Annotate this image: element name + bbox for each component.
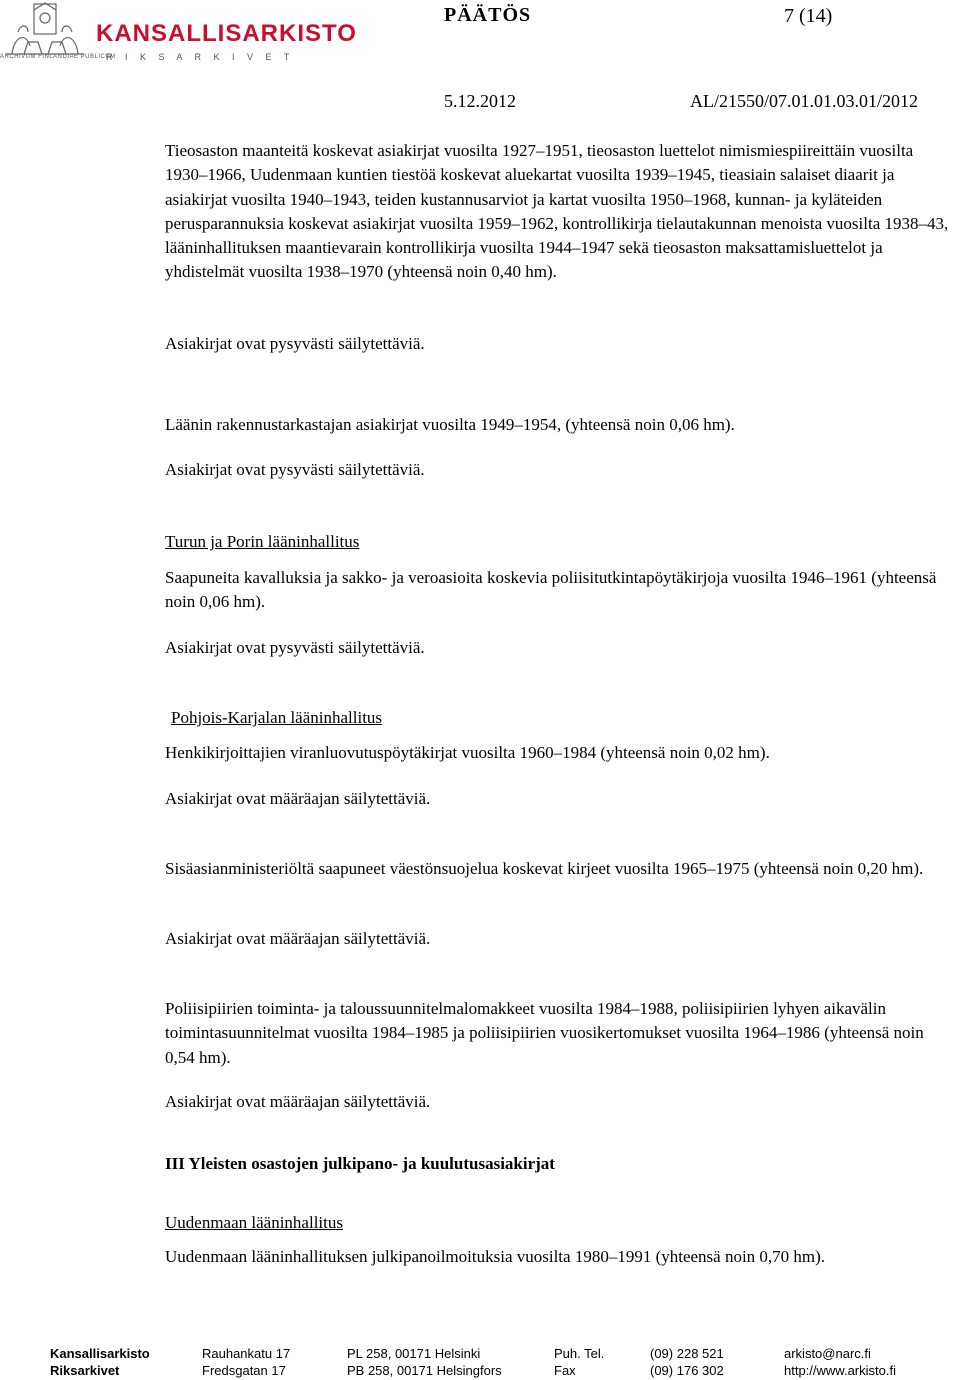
footer-street: Fredsgatan 17: [202, 1363, 286, 1378]
paragraph-uusimaa-notices: Uudenmaan lääninhallituksen julkipanoilmoituksia vuosilta 1980–1991 (yhteensä noin 0,70 hm).: [165, 1247, 826, 1266]
paragraph-civil-defence: Sisäasianministeriöltä saapuneet väestönsuojelua koskevat kirjeet vuosilta 1965–1975 (yhteensä noin 0,20 hm).: [165, 859, 924, 878]
footer-org-name: Riksarkivet: [50, 1363, 120, 1378]
logo-latin-subtitle: ARCHIVUM FINLANDIAE PUBLICUM: [0, 54, 116, 60]
retention-note: Asiakirjat ovat pysyvästi säilytettäviä.: [165, 334, 425, 353]
document-reference: AL/21550/07.01.01.03.01/2012: [690, 91, 918, 111]
section-heading-turku-pori: Turun ja Porin lääninhallitus: [165, 532, 360, 551]
footer-fax-label: Fax: [554, 1363, 576, 1378]
kansallisarkisto-logo: [0, 0, 357, 70]
paragraph-building-inspector: Läänin rakennustarkastajan asiakirjat vuosilta 1949–1954, (yhteensä noin 0,06 hm).: [165, 415, 735, 434]
footer-website: http://www.arkisto.fi: [784, 1363, 896, 1378]
footer-street: Rauhankatu 17: [202, 1346, 291, 1361]
paragraph-handover-records: Henkikirjoittajien viranluovutuspöytäkirjat vuosilta 1960–1984 (yhteensä noin 0,02 hm).: [165, 743, 770, 762]
retention-note: Asiakirjat ovat pysyvästi säilytettäviä.: [165, 460, 425, 479]
page-number: 7 (14): [784, 5, 833, 27]
document-date: 5.12.2012: [444, 91, 516, 111]
logo-swedish-subtitle: R I K S A R K I V E T: [106, 52, 295, 62]
footer-phone: (09) 228 521: [650, 1346, 724, 1361]
document-type: PÄÄTÖS: [444, 4, 532, 26]
archive-emblem-icon: [4, 2, 86, 58]
retention-note: Asiakirjat ovat määräajan säilytettäviä.: [165, 929, 431, 948]
retention-note: Asiakirjat ovat määräajan säilytettäviä.: [165, 789, 431, 808]
footer-postal: PL 258, 00171 Helsinki: [347, 1346, 481, 1361]
section-heading-public-notices: III Yleisten osastojen julkipano- ja kuulutusasiakirjat: [165, 1154, 555, 1173]
page-footer: [50, 1346, 950, 1380]
section-heading-uusimaa: Uudenmaan lääninhallitus: [165, 1213, 343, 1232]
retention-note: Asiakirjat ovat määräajan säilytettäviä.: [165, 1092, 431, 1111]
paragraph-road-records: Tieosaston maanteitä koskevat asiakirjat vuosilta 1927–1951, tieosaston luettelot nimismiespiireittäin vuosilta 1930–1966, Uudenmaan kuntien tiestöä koskevat aluekartat vuosilta 1939–1945, tieasiain salaiset diaarit ja asiakirjat vuosilta 1940–1943, teiden kustannusarviot ja kartat vuosilta 1950–1968, kunnan- ja kyläteiden perusparannuksia koskevat asiakirjat vuosilta 1959–1962, kontrollikirja tielautakunnan menoista vuosilta 1938–43, lääninhallituksen maantievarain kontrollikirja vuosilta 1944–1947 sekä tieosaston maksattamisluettelot ja yhdistelmät vuosilta 1938–1970 (yhteensä noin 0,40 hm).: [165, 141, 949, 282]
section-heading-north-karelia: Pohjois-Karjalan lääninhallitus: [171, 708, 383, 727]
logo-wordmark: KANSALLISARKISTO: [96, 20, 357, 47]
footer-phone-label: Puh. Tel.: [554, 1346, 605, 1361]
paragraph-police-reports: Saapuneita kavalluksia ja sakko- ja veroasioita koskevia poliisitutkintapöytäkirjoja vuosilta 1946–1961 (yhteensä noin 0,06 hm).: [165, 568, 937, 612]
footer-org-name: Kansallisarkisto: [50, 1346, 150, 1361]
footer-fax: (09) 176 302: [650, 1363, 724, 1378]
paragraph-police-plans: Poliisipiirien toiminta- ja taloussuunnitelmalomakkeet vuosilta 1984–1988, poliisipiirien lyhyen aikavälin toimintasuunnitelmat vuosilta 1984–1985 ja poliisipiirien vuosikertomukset vuosilta 1964–1986 (yhteensä noin 0,54 hm).: [165, 999, 924, 1067]
footer-postal: PB 258, 00171 Helsingfors: [347, 1363, 502, 1378]
footer-email: arkisto@narc.fi: [784, 1346, 871, 1361]
retention-note: Asiakirjat ovat pysyvästi säilytettäviä.: [165, 638, 425, 657]
